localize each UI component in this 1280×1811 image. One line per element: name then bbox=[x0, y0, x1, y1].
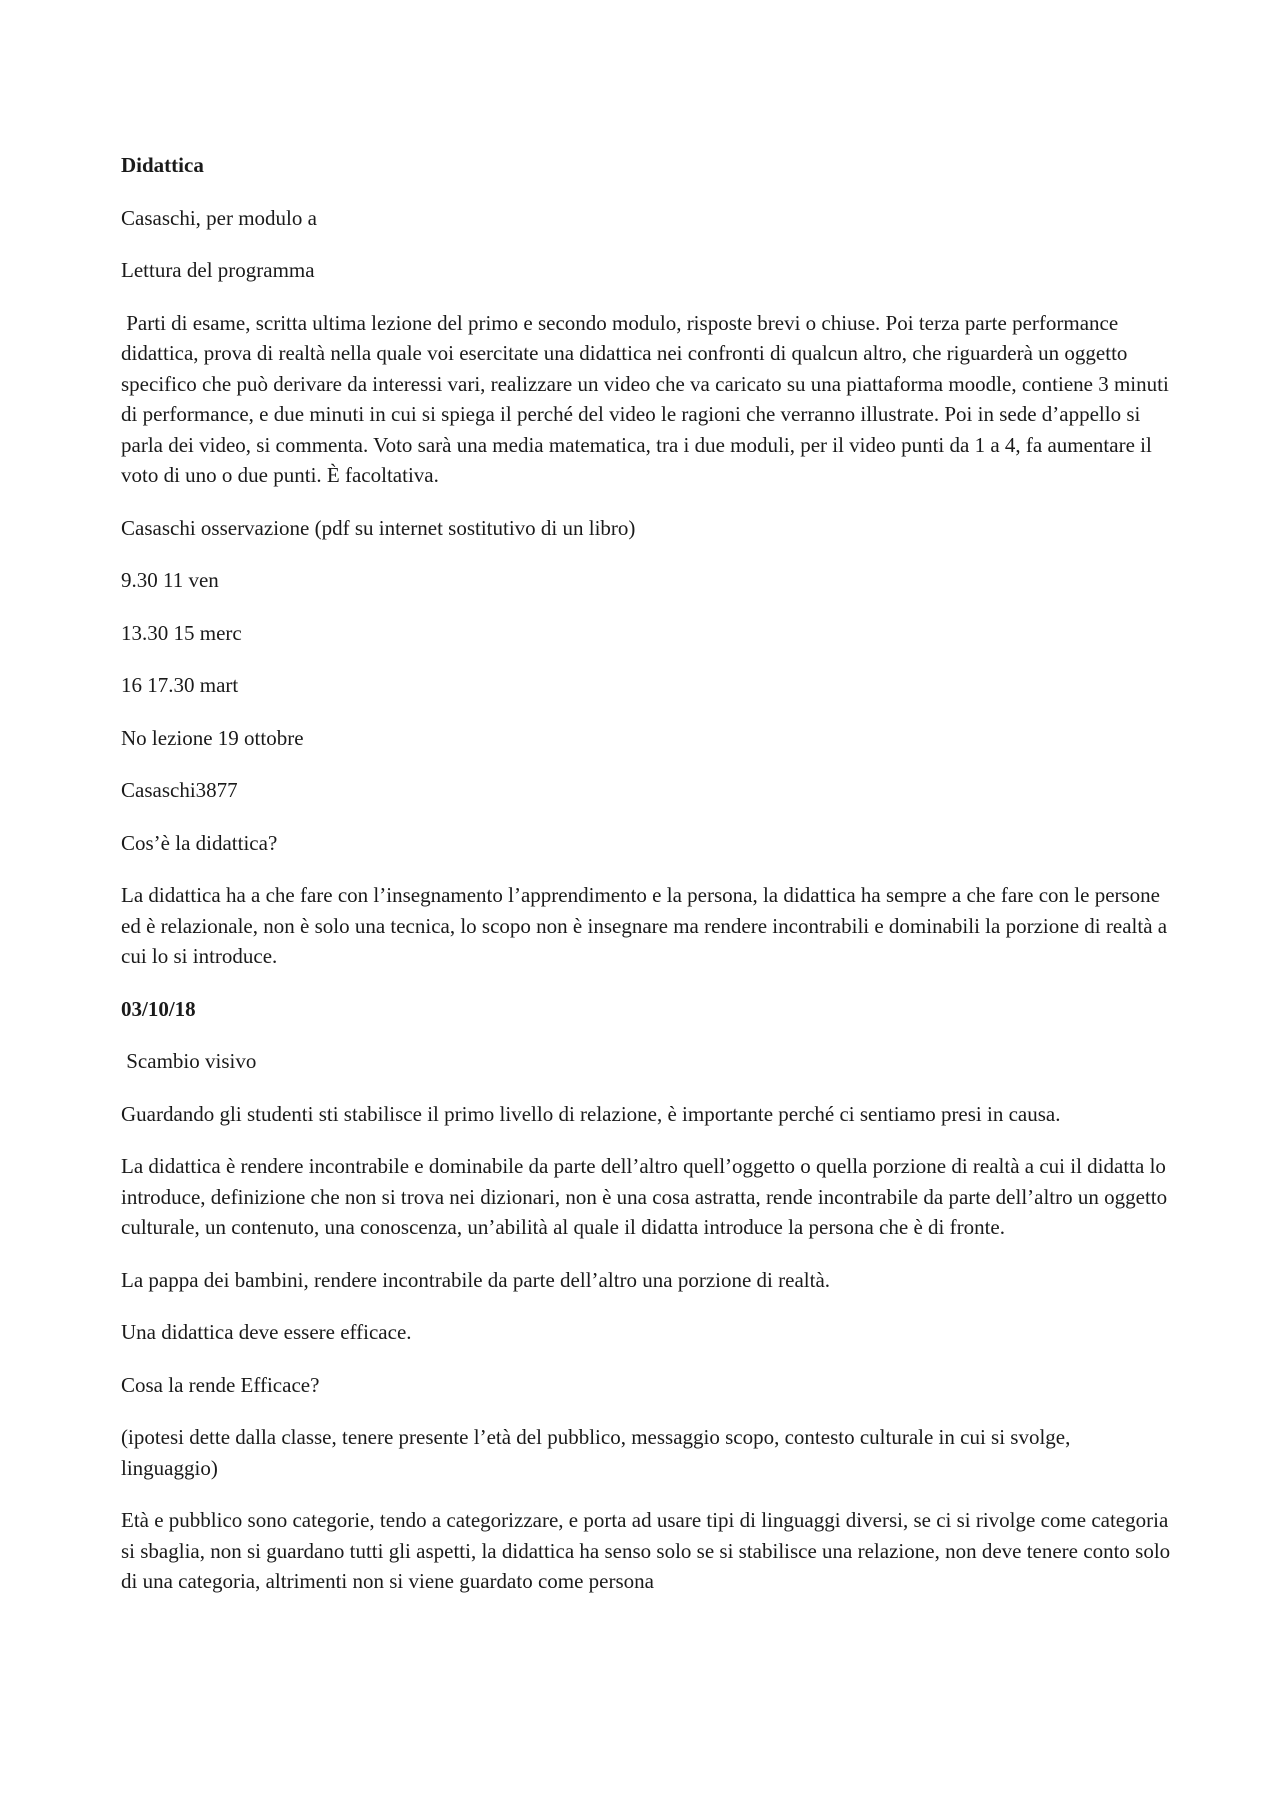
paragraph: No lezione 19 ottobre bbox=[121, 725, 304, 750]
schedule-line: 16 17.30 mart bbox=[121, 673, 239, 697]
paragraph: Guardando gli studenti sti stabilisce il primo livello di relazione, è importante perché ci sentiamo presi in causa. bbox=[121, 1101, 1061, 1126]
schedule-line: 9.30 11 ven bbox=[121, 568, 219, 592]
document-body bbox=[121, 150, 1175, 1619]
date-heading: 03/10/18 bbox=[121, 996, 196, 1021]
paragraph: Casaschi3877 bbox=[121, 778, 238, 802]
paragraph: La didattica è rendere incontrabile e dominabile da parte dell’altro quell’oggetto o quella porzione di realtà a cui il didatta lo introduce, definizione che non si trova nei dizionari, non è una cosa astratta, rende incontrabile da parte dell’altro un oggetto culturale, un contenuto, una conoscenza, un’abilità al quale il didatta introduce la persona che è di fronte. bbox=[121, 1154, 1168, 1239]
paragraph: Cos’è la didattica? bbox=[121, 830, 278, 855]
paragraph: (ipotesi dette dalla classe, tenere presente l’età del pubblico, messaggio scopo, contesto culturale in cui si svolge, linguaggio) bbox=[121, 1425, 1071, 1480]
paragraph: Scambio visivo bbox=[121, 1049, 257, 1073]
paragraph: Casaschi osservazione (pdf su internet sostitutivo di un libro) bbox=[121, 515, 636, 540]
paragraph: Lettura del programma bbox=[121, 258, 315, 282]
schedule-line: 13.30 15 merc bbox=[121, 620, 242, 645]
paragraph: La pappa dei bambini, rendere incontrabile da parte dell’altro una porzione di realtà. bbox=[121, 1267, 831, 1292]
paragraph: La didattica ha a che fare con l’insegnamento l’apprendimento e la persona, la didattica ha sempre a che fare con le persone ed è relazionale, non è solo una tecnica, lo scopo non è insegnare ma rendere incontrabili e dominabili la porzione di realtà a cui lo si introduce. bbox=[121, 883, 1168, 968]
paragraph: Una didattica deve essere efficace. bbox=[121, 1320, 412, 1344]
paragraph: Casaschi, per modulo a bbox=[121, 205, 317, 230]
paragraph: Cosa la rende Efficace? bbox=[121, 1372, 320, 1397]
document-title: Didattica bbox=[121, 153, 204, 177]
paragraph: Parti di esame, scritta ultima lezione del primo e secondo modulo, risposte brevi o chiuse. Poi terza parte performance didattica, prova di realtà nella quale voi esercitate una didattica nei confronti di qualcun altro, che riguarderà un oggetto specifico che può derivare da interessi vari, realizzare un video che va caricato su una piattaforma moodle, contiene 3 minuti di performance, e due minuti in cui si spiega il perché del video le ragioni che verranno illustrate. Poi in sede d’appello si parla dei video, si commenta. Voto sarà una media matematica, tra i due moduli, per il video punti da 1 a 4, fa aumentare il voto di uno o due punti. È facoltativa. bbox=[121, 310, 1175, 487]
paragraph: Età e pubblico sono categorie, tendo a categorizzare, e porta ad usare tipi di linguaggi diversi, se ci si rivolge come categoria si sbaglia, non si guardano tutti gli aspetti, la didattica ha senso solo se si stabilisce una relazione, non deve tenere conto solo di una categoria, altrimenti non si viene guardato come persona bbox=[121, 1508, 1171, 1593]
